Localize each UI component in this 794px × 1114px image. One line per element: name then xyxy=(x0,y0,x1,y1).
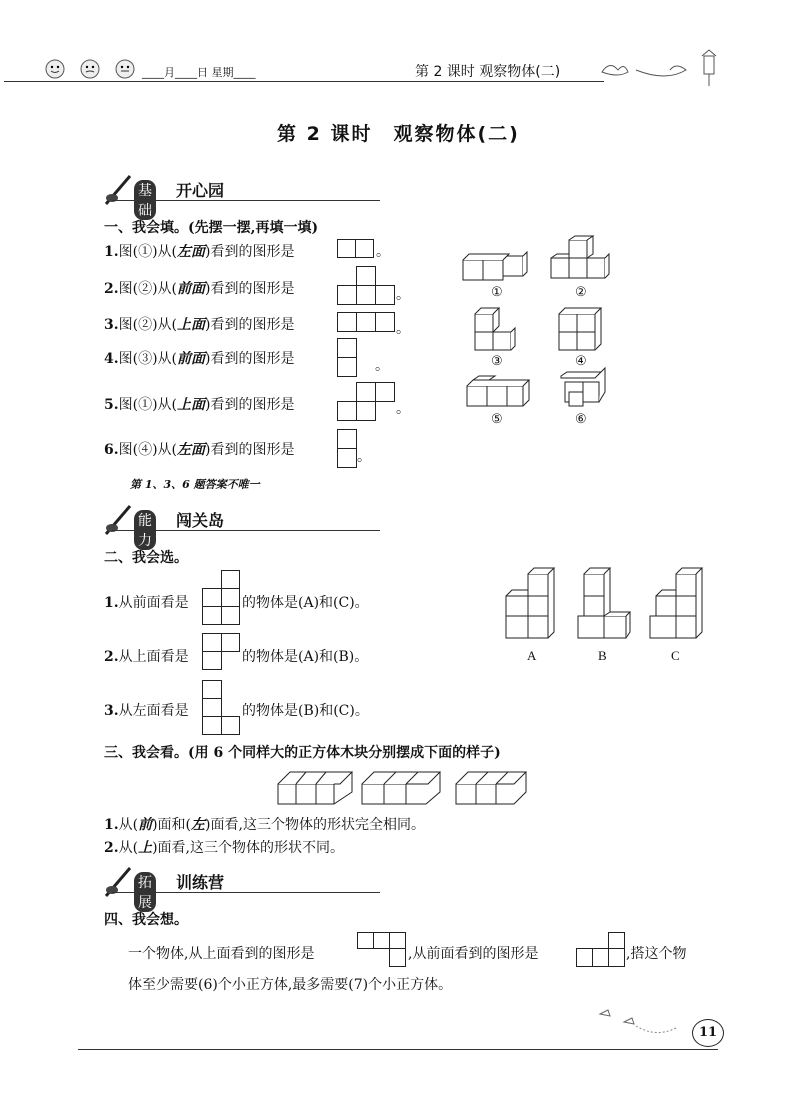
answer: 前 xyxy=(138,817,153,833)
think-line1-pre: 一个物体,从上面看到的图形是 xyxy=(128,946,315,962)
brush-icon xyxy=(104,866,134,898)
grid-q1 xyxy=(337,239,377,261)
section-underline xyxy=(112,200,380,201)
figure-4 xyxy=(559,308,601,350)
figure-6 xyxy=(561,368,605,406)
think-line1-post: ,搭这个物 xyxy=(626,946,687,962)
section-badge: 拓展 xyxy=(134,872,156,912)
fig-label-4: ④ xyxy=(575,353,587,368)
choose-q3-post: 的物体是(B)和(C)。 xyxy=(242,703,369,719)
fig-label-5: ⑤ xyxy=(491,411,503,426)
header-decoration xyxy=(596,48,726,92)
answer: 上 xyxy=(138,840,153,856)
brush-icon xyxy=(104,504,134,536)
header-line xyxy=(4,81,604,82)
figure-A xyxy=(506,568,554,638)
fig-label-2: ② xyxy=(575,284,587,299)
header-lesson: 第 2 课时 观察物体(二) xyxy=(415,64,561,80)
cube-figures-1to6 xyxy=(455,236,625,436)
section-name: 开心园 xyxy=(176,181,225,200)
q2-end: 。 xyxy=(396,287,410,303)
section-badge: 基础 xyxy=(134,180,156,220)
grid-q3 xyxy=(337,312,397,334)
section-name: 闯关岛 xyxy=(176,511,225,530)
grid-choose-q2 xyxy=(202,633,242,673)
section-name: 训练营 xyxy=(176,873,225,892)
fig-label-C: C xyxy=(671,648,680,663)
footer-line xyxy=(78,1049,718,1050)
answer: 前面 xyxy=(177,351,206,367)
section4-heading: 四、我会想。 xyxy=(104,912,188,928)
butterfly-lamp-icon xyxy=(596,48,726,88)
page-number-circle xyxy=(692,1019,724,1047)
answer: 前面 xyxy=(177,281,206,297)
choose-q1-pre: 1.从前面看是 xyxy=(104,595,189,611)
answer: 左面 xyxy=(177,442,206,458)
row-figure-1 xyxy=(278,772,352,804)
bird-icon xyxy=(600,1010,610,1016)
answer: 左面 xyxy=(177,244,206,260)
figure-2 xyxy=(551,236,609,278)
figure-B xyxy=(578,568,630,638)
q5-end: 。 xyxy=(396,401,410,417)
page-number: 11 xyxy=(698,1025,718,1040)
footer-decoration xyxy=(596,1004,696,1040)
answer: 上面 xyxy=(177,317,206,333)
think-line1-mid: ,从前面看到的图形是 xyxy=(408,946,539,962)
grid-q6 xyxy=(337,429,359,469)
look-s2: 2.从(上)面看,这三个物体的形状不同。 xyxy=(104,840,345,856)
figure-5 xyxy=(467,376,529,406)
grid-q2 xyxy=(337,266,397,306)
section-underline xyxy=(112,892,380,893)
grid-choose-q1 xyxy=(202,570,242,628)
section3-heading: 三、我会看。(用 6 个同样大的正方体木块分别摆成下面的样子) xyxy=(104,745,501,761)
grid-q5 xyxy=(337,382,397,422)
header-date: ____月____日 星期____ xyxy=(142,66,256,79)
section1-heading: 一、我会填。(先摆一摆,再填一填) xyxy=(104,220,319,236)
row-figure-2 xyxy=(362,772,440,804)
answer-note: 第 1、3、6 题答案不唯一 xyxy=(130,478,260,491)
cube-rows-three xyxy=(276,766,536,808)
choose-q1-post: 的物体是(A)和(C)。 xyxy=(242,595,369,611)
section-badge: 能力 xyxy=(134,510,156,550)
fig-label-3: ③ xyxy=(491,353,503,368)
figure-C xyxy=(650,568,702,638)
row-figure-3 xyxy=(456,772,526,804)
page-title: 第 2 课时 观察物体(二) xyxy=(277,123,520,145)
cube-figures-abc xyxy=(500,568,710,648)
smiley-faces-icon xyxy=(44,58,144,80)
grid-think-top xyxy=(357,932,409,972)
figure-3 xyxy=(475,308,515,350)
grid-think-front xyxy=(576,932,628,972)
grid-choose-q3 xyxy=(202,680,242,738)
think-line2: 体至少需要(6)个小正方体,最多需要(7)个小正方体。 xyxy=(128,977,453,993)
choose-q2-pre: 2.从上面看是 xyxy=(104,649,189,665)
fig-label-1: ① xyxy=(491,284,503,299)
fig-label-A: A xyxy=(527,648,537,663)
fig-label-6: ⑥ xyxy=(575,411,587,426)
fig-label-B: B xyxy=(598,648,607,663)
fill-q4: 4.图(③)从(前面)看到的图形是 xyxy=(104,351,295,367)
choose-q2-post: 的物体是(A)和(B)。 xyxy=(242,649,369,665)
fill-q5: 5.图(①)从(上面)看到的图形是 xyxy=(104,397,295,413)
q6-end: 。 xyxy=(357,449,371,465)
q1-end: 。 xyxy=(376,244,390,260)
fill-q2: 2.图(②)从(前面)看到的图形是 xyxy=(104,281,295,297)
answer: 上面 xyxy=(177,397,206,413)
look-s1: 1.从(前)面和(左)面看,这三个物体的形状完全相同。 xyxy=(104,817,425,833)
fill-q6: 6.图(④)从(左面)看到的图形是 xyxy=(104,442,295,458)
section-underline xyxy=(112,530,380,531)
brush-icon xyxy=(104,174,134,206)
q3-end: 。 xyxy=(396,321,410,337)
choose-q3-pre: 3.从左面看是 xyxy=(104,703,189,719)
fill-q1: 1.图(①)从(左面)看到的图形是 xyxy=(104,244,295,260)
section2-heading: 二、我会选。 xyxy=(104,550,188,566)
q4-end: 。 xyxy=(375,358,389,374)
answer: 左 xyxy=(191,817,206,833)
grid-q4 xyxy=(337,338,377,378)
fill-q3: 3.图(②)从(上面)看到的图形是 xyxy=(104,317,295,333)
figure-1 xyxy=(463,252,527,280)
